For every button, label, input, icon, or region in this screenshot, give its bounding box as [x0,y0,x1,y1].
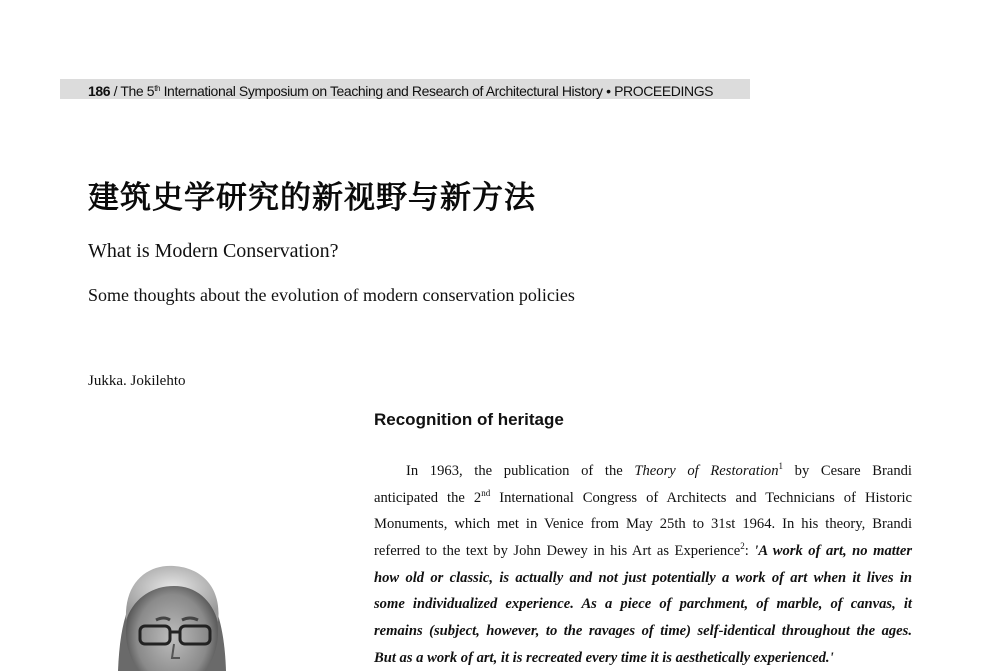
body-line-7: remains (subject, however, to the ravages of time) self-identical throughout the ages. [374,623,912,640]
body-line-3: Monuments, which met in Venice from May 25th to 31st 1964. In his theory, Brandi [374,516,912,533]
author-name: Jukka. Jokilehto [88,373,186,389]
body-line-1: In 1963, the publication of the Theory of Restoration$^1$ by Cesare Brandi [406,461,912,479]
page-number: 186 [88,83,111,99]
body-line-6: some individualized experience. As a piece of parchment, of marble, of canvas, it [374,596,912,613]
header-ordinal: th [154,84,161,93]
body-line-4: referred to the text by John Dewey in his Art as Experience$^2$: 'A work of art, no matter [374,541,913,560]
body-paragraph [374,458,912,672]
header-separator: • [602,83,615,99]
running-header [60,79,750,99]
section-heading: Recognition of heritage [374,410,564,429]
body-line-5: how old or classic, is actually and not just potentially a work of art when it lives in [374,569,912,586]
chinese-title: 建筑史学研究的新视野与新方法 [88,180,536,216]
header-symposium-title: International Symposium on Teaching and Research of Architectural History [160,83,603,99]
header-prefix: / The 5 [110,83,155,99]
author-portrait-icon [100,560,240,671]
paper-title: What is Modern Conservation? [88,240,339,262]
body-line-8: But as a work of art, it is recreated every time it is aesthetically experienced.' [374,649,834,666]
portrait-svg [100,560,240,671]
body-line-2: anticipated the 2nd International Congress of Architects and Technicians of Historic [374,487,912,506]
header-section: PROCEEDINGS [614,83,714,99]
paper-subtitle: Some thoughts about the evolution of modern conservation policies [88,285,575,305]
